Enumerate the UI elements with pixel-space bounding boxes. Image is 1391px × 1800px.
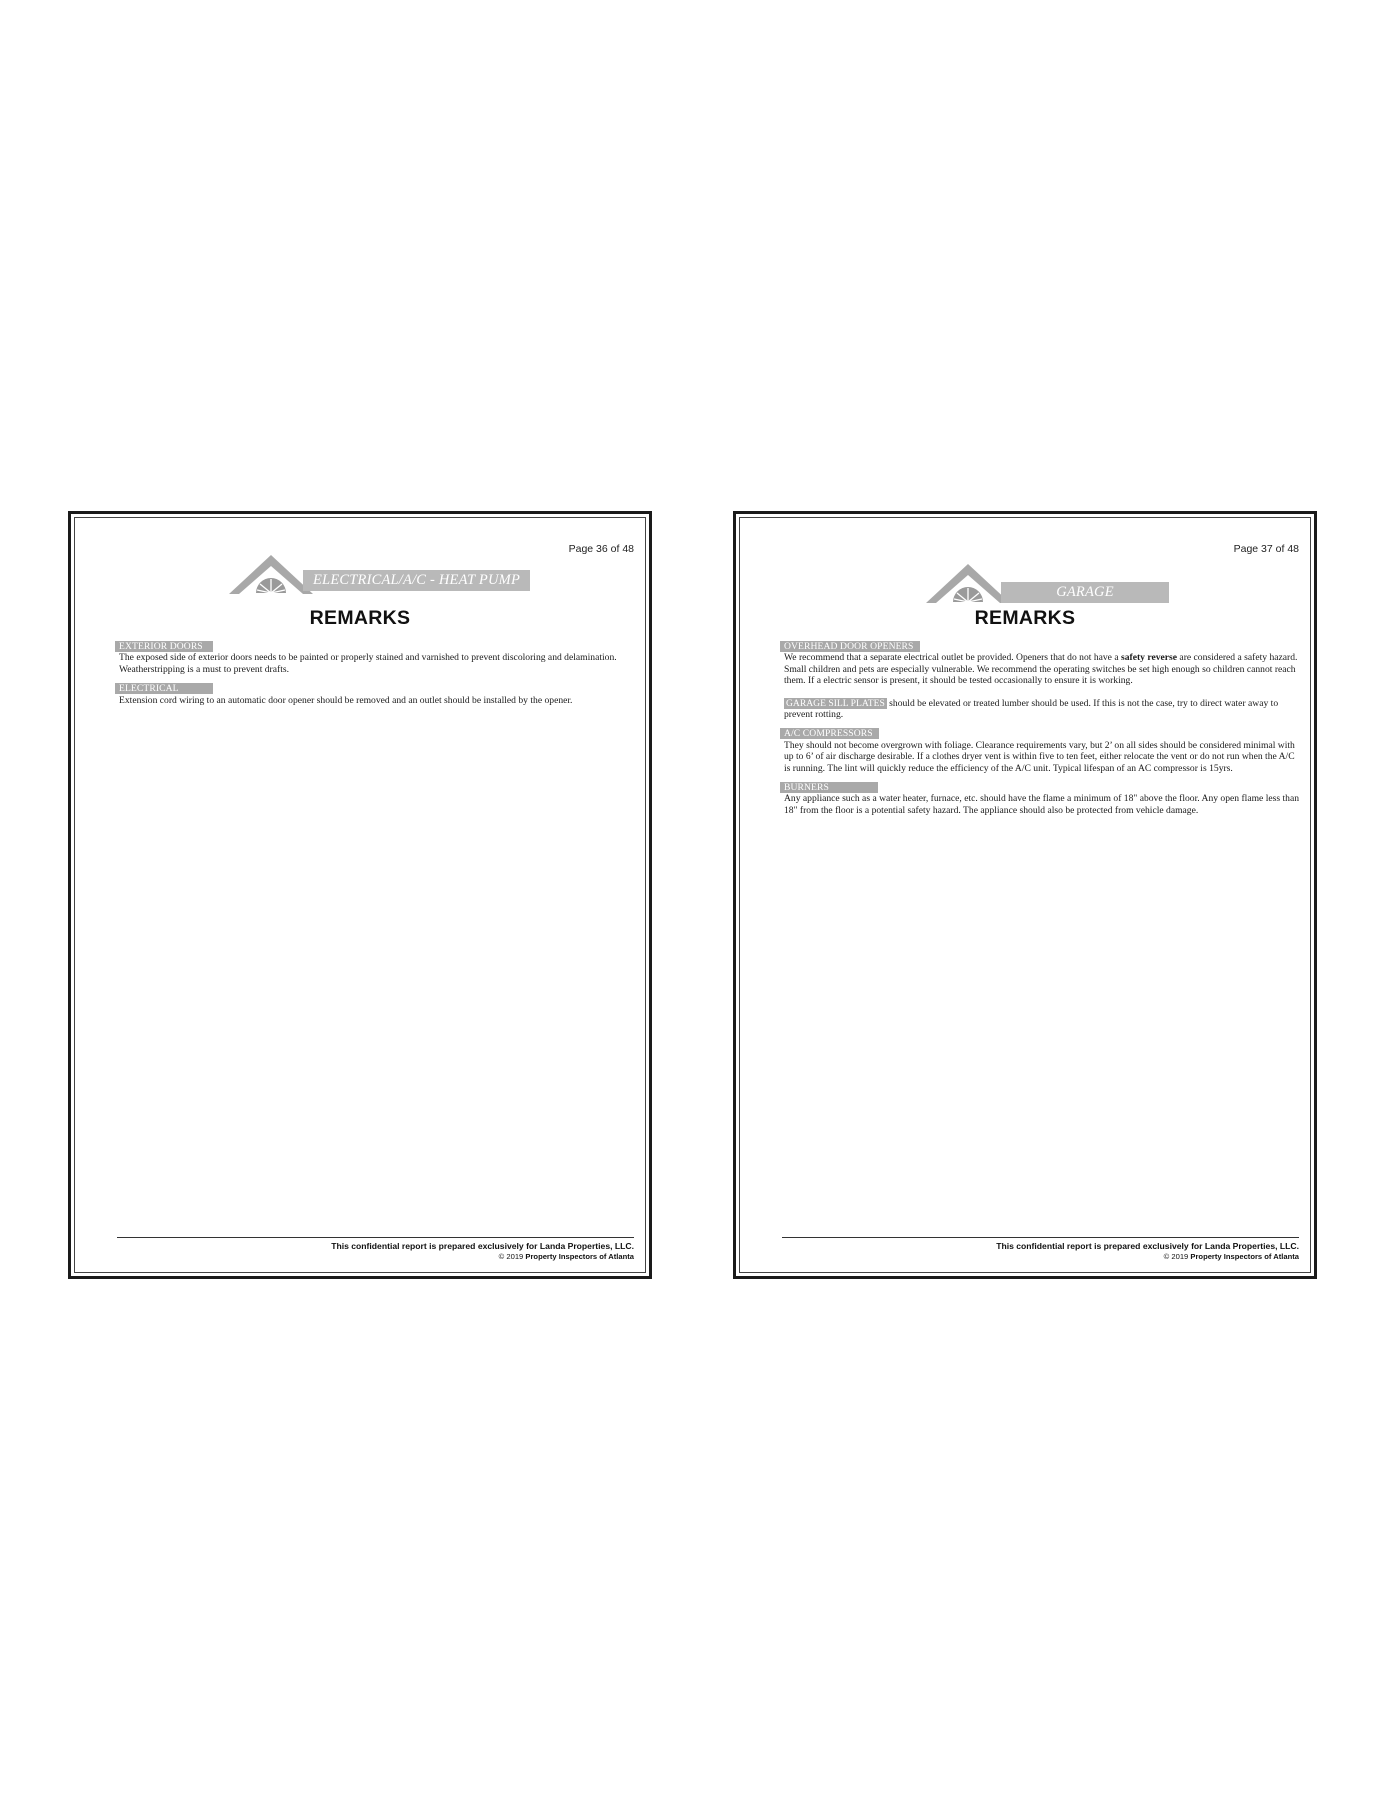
footer-confidential-text: This confidential report is prepared exclusively for Landa Properties, LLC. <box>331 1241 634 1251</box>
footer-rule <box>117 1237 634 1238</box>
section-text: They should not become overgrown with foliage. Clearance requirements vary, but 2’ on all sides should be considered minimal with up to 6’ of air discharge desirable. If a clothes dryer vent is within five to ten feet, either relocate the vent or do not run when the A/C is running. The lint will quickly reduce the efficiency of the A/C unit. Typical lifespan of an AC compressor is 15yrs. <box>784 739 1295 774</box>
section-text: The exposed side of exterior doors needs to be painted or properly stained and varnished to prevent discoloring and delamination. Weatherstripping is a must to prevent drafts. <box>119 652 617 675</box>
remarks-section <box>780 641 1300 687</box>
text-run-bold: safety reverse <box>1121 652 1178 664</box>
section-text: Any appliance such as a water heater, furnace, etc. should have the flame a minimum of 18" above the floor. Any open flame less than 18" from the floor is a potential safety hazard. The appliance should also be protected from vehicle damage. <box>784 793 1300 816</box>
text-run: are considered a safety hazard. Small children and pets are especially vulnerable. We recommend the operating switches be set high enough so children cannot reach them. If a electric sensor is present, it should be tested occasionally to ensure it is working. <box>784 652 1298 687</box>
page-inner-border <box>74 517 646 1273</box>
remarks-section <box>780 728 1300 774</box>
section-label: BURNERS <box>780 782 878 793</box>
company-name: Property Inspectors of Atlanta <box>1190 1252 1299 1261</box>
section-banner: ELECTRICAL/A/C - HEAT PUMP <box>303 570 530 591</box>
report-page-36 <box>68 511 652 1279</box>
remarks-section <box>115 641 635 675</box>
remarks-section <box>115 683 635 706</box>
copyright-year: © 2019 <box>498 1252 524 1261</box>
page-inner-border <box>739 517 1311 1273</box>
footer-copyright <box>499 1252 634 1261</box>
inline-section-label: GARAGE SILL PLATES <box>786 697 885 709</box>
remarks-section <box>780 698 1300 721</box>
section-text <box>780 698 1300 721</box>
text-run: We recommend that a separate electrical outlet be provided. Openers that do not have a <box>784 652 1121 664</box>
section-label: OVERHEAD DOOR OPENERS <box>780 641 920 652</box>
section-label: ELECTRICAL <box>115 683 213 694</box>
remarks-heading: REMARKS <box>309 607 411 629</box>
footer-rule <box>782 1237 1299 1238</box>
remarks-content <box>115 641 635 714</box>
text-run: should be elevated or treated lumber should be used. If this is not the case, try to direct water away to prevent rotting. <box>784 697 1279 721</box>
company-name: Property Inspectors of Atlanta <box>525 1252 634 1261</box>
section-label: EXTERIOR DOORS <box>115 641 213 652</box>
section-banner: GARAGE <box>1001 582 1169 603</box>
report-page-37 <box>733 511 1317 1279</box>
section-text: Extension cord wiring to an automatic door opener should be removed and an outlet should be installed by the opener. <box>119 694 573 706</box>
copyright-year: © 2019 <box>1163 1252 1189 1261</box>
page-number: Page 37 of 48 <box>1233 543 1299 555</box>
footer-confidential-text: This confidential report is prepared exclusively for Landa Properties, LLC. <box>996 1241 1299 1251</box>
page-number: Page 36 of 48 <box>568 543 634 555</box>
footer-copyright <box>1164 1252 1299 1261</box>
section-label: A/C COMPRESSORS <box>780 728 879 739</box>
remarks-content <box>780 641 1300 824</box>
remarks-section <box>780 782 1300 816</box>
section-text <box>780 652 1300 686</box>
remarks-heading: REMARKS <box>974 607 1076 629</box>
